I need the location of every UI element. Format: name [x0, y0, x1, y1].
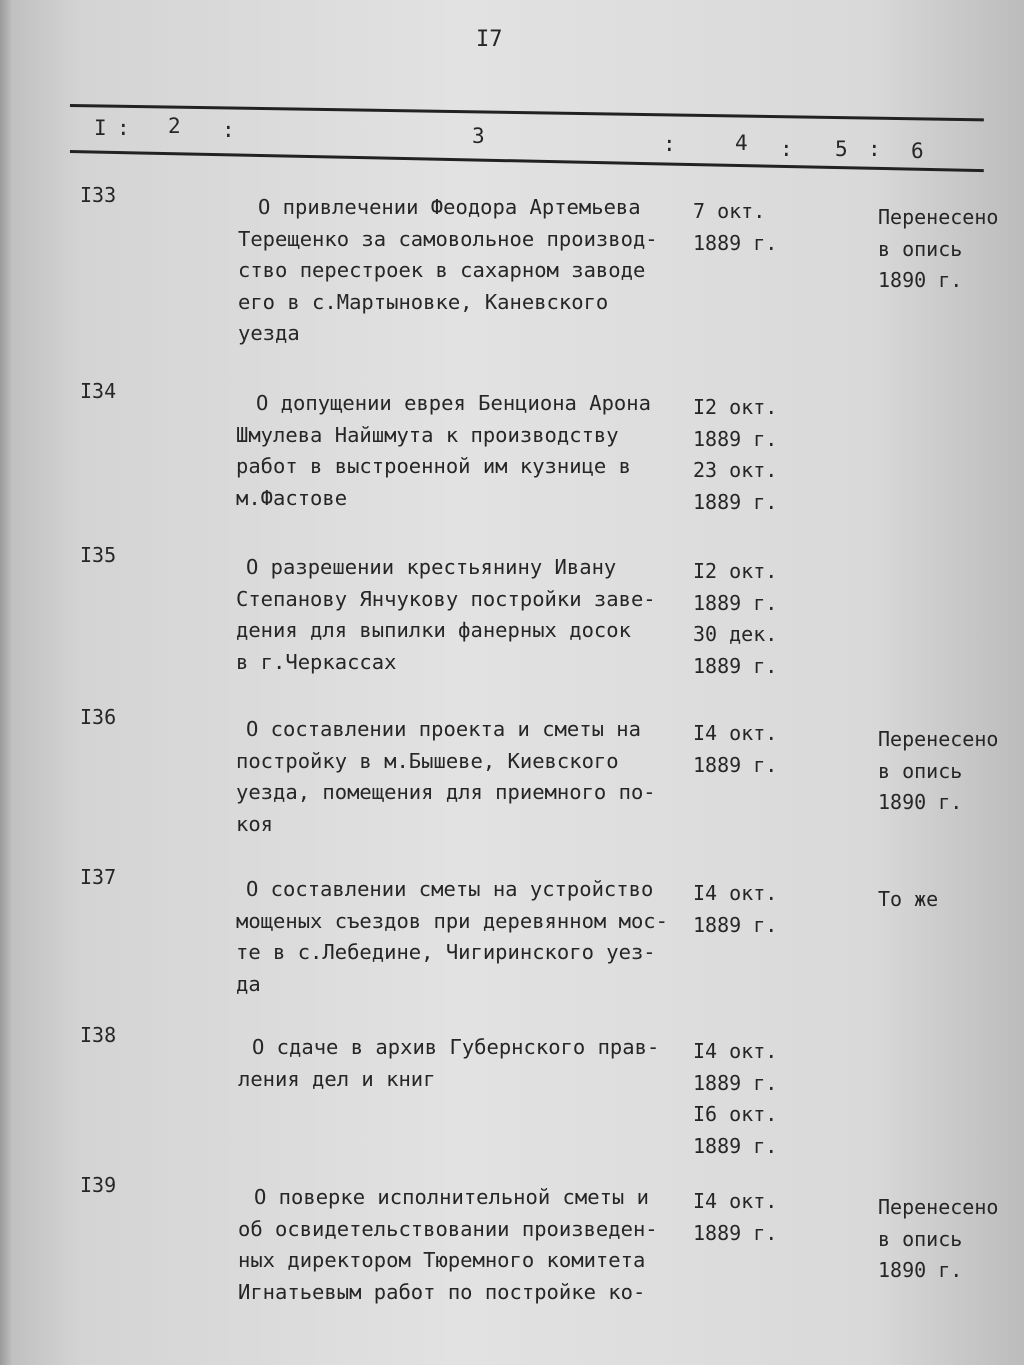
entry-description-line: уезда, помещения для приемного по-	[236, 780, 656, 804]
col-separator: :	[117, 116, 130, 140]
entry-date-line: I2 окт.	[693, 559, 778, 583]
entry-description-line: ных директором Тюремного комитета	[238, 1248, 646, 1272]
entry-date-line: 1889 г.	[693, 426, 778, 451]
entry-date-line: 1889 г.	[693, 489, 778, 514]
entry-number: I38	[80, 1023, 117, 1047]
entry-date-line: 7 окт.	[693, 199, 766, 223]
entry-description-line: мощеных съездов при деревянном мос-	[236, 908, 668, 933]
entry-date-line: I6 окт.	[693, 1102, 778, 1126]
col-separator: :	[663, 132, 676, 156]
entry-date-line: 1889 г.	[693, 912, 778, 937]
entry-date-line: 1889 г.	[693, 752, 778, 777]
entry-note-line: 1890 г.	[878, 268, 963, 292]
col-separator: :	[222, 118, 235, 142]
entry-description-line: ления дел и книг	[238, 1066, 436, 1091]
entry-description-line: Степанову Янчукову постройки заве-	[236, 586, 656, 611]
entry-date-line: 1889 г.	[693, 230, 778, 255]
entry-number: I36	[80, 705, 117, 729]
page-number: I7	[476, 27, 503, 52]
entry-description-line: его в с.Мартыновке, Каневского	[238, 289, 609, 314]
entry-number: I33	[80, 183, 117, 207]
entry-description-line: в г.Черкассах	[236, 649, 397, 674]
entry-number: I34	[80, 379, 117, 403]
col-header-5: 5	[835, 137, 848, 161]
col-separator: :	[780, 137, 793, 161]
entry-note-line: Перенесено	[878, 205, 999, 229]
entry-description-line: постройку в м.Бышеве, Киевского	[236, 748, 619, 773]
entry-note-line: Перенесено	[878, 727, 999, 751]
col-header-6: 6	[911, 139, 924, 163]
entry-description-line: работ в выстроенной им кузнице в	[236, 454, 631, 478]
entry-date-line: I4 окт.	[693, 1039, 778, 1063]
entry-description-line: Шмулева Найшмута к производству	[236, 422, 619, 447]
entry-date-line: I4 окт.	[693, 881, 778, 905]
col-header-4: 4	[735, 131, 748, 155]
entry-description-line: коя	[236, 811, 274, 836]
entry-description-line: Игнатьевым работ по постройке ко-	[238, 1279, 646, 1304]
entry-date-line: 1889 г.	[693, 1070, 778, 1095]
page-binding-edge	[0, 0, 14, 1365]
entry-note-line: в опись	[878, 1226, 963, 1251]
entry-description-line: О составлении сметы на устройство	[246, 877, 654, 901]
entry-note-line: Перенесено	[878, 1195, 999, 1219]
entry-description-line: да	[236, 971, 261, 996]
entry-description-line: О поверке исполнительной сметы и	[254, 1185, 649, 1209]
entry-note-line: То же	[878, 887, 939, 911]
entry-number: I35	[80, 543, 117, 567]
col-header-2: 2	[168, 114, 181, 138]
entry-note-line: 1890 г.	[878, 1258, 963, 1282]
col-header-3: 3	[472, 124, 485, 148]
entry-date-line: 1889 г.	[693, 653, 778, 678]
entry-description-line: м.Фастове	[236, 485, 348, 510]
entry-date-line: I4 окт.	[693, 721, 778, 745]
col-header-1: I	[94, 116, 107, 140]
entry-note-line: в опись	[878, 236, 963, 261]
entry-date-line: 1889 г.	[693, 1220, 778, 1245]
entry-description-line: О сдаче в архив Губернского прав-	[252, 1035, 660, 1059]
entry-description-line: О разрешении крестьянину Ивану	[246, 555, 617, 579]
entry-date-line: 23 окт.	[693, 458, 778, 482]
entry-description-line: уезда	[238, 321, 300, 345]
entry-note-line: в опись	[878, 758, 963, 783]
col-separator: :	[868, 137, 881, 161]
entry-description-line: дения для выпилки фанерных досок	[236, 618, 631, 642]
entry-number: I37	[80, 865, 117, 889]
entry-date-line: 1889 г.	[693, 590, 778, 615]
entry-description-line: об освидетельствовании произведен-	[238, 1216, 658, 1241]
entry-date-line: 1889 г.	[693, 1133, 778, 1158]
entry-note-line: 1890 г.	[878, 790, 963, 814]
entry-date-line: I2 окт.	[693, 395, 778, 419]
entry-date-line: I4 окт.	[693, 1189, 778, 1213]
entry-description-line: Терещенко за самовольное производ-	[238, 226, 658, 251]
entry-date-line: 30 дек.	[693, 622, 778, 646]
entry-description-line: О привлечении Феодора Артемьева	[258, 195, 641, 219]
entry-description-line: те в с.Лебедине, Чигиринского уез-	[236, 940, 656, 964]
header-top-rule	[70, 104, 984, 121]
entry-description-line: О составлении проекта и сметы на	[246, 717, 641, 741]
entry-description-line: ство перестроек в сахарном заводе	[238, 258, 646, 282]
entry-description-line: О допущении еврея Бенциона Арона	[256, 391, 651, 415]
entry-number: I39	[80, 1173, 117, 1197]
